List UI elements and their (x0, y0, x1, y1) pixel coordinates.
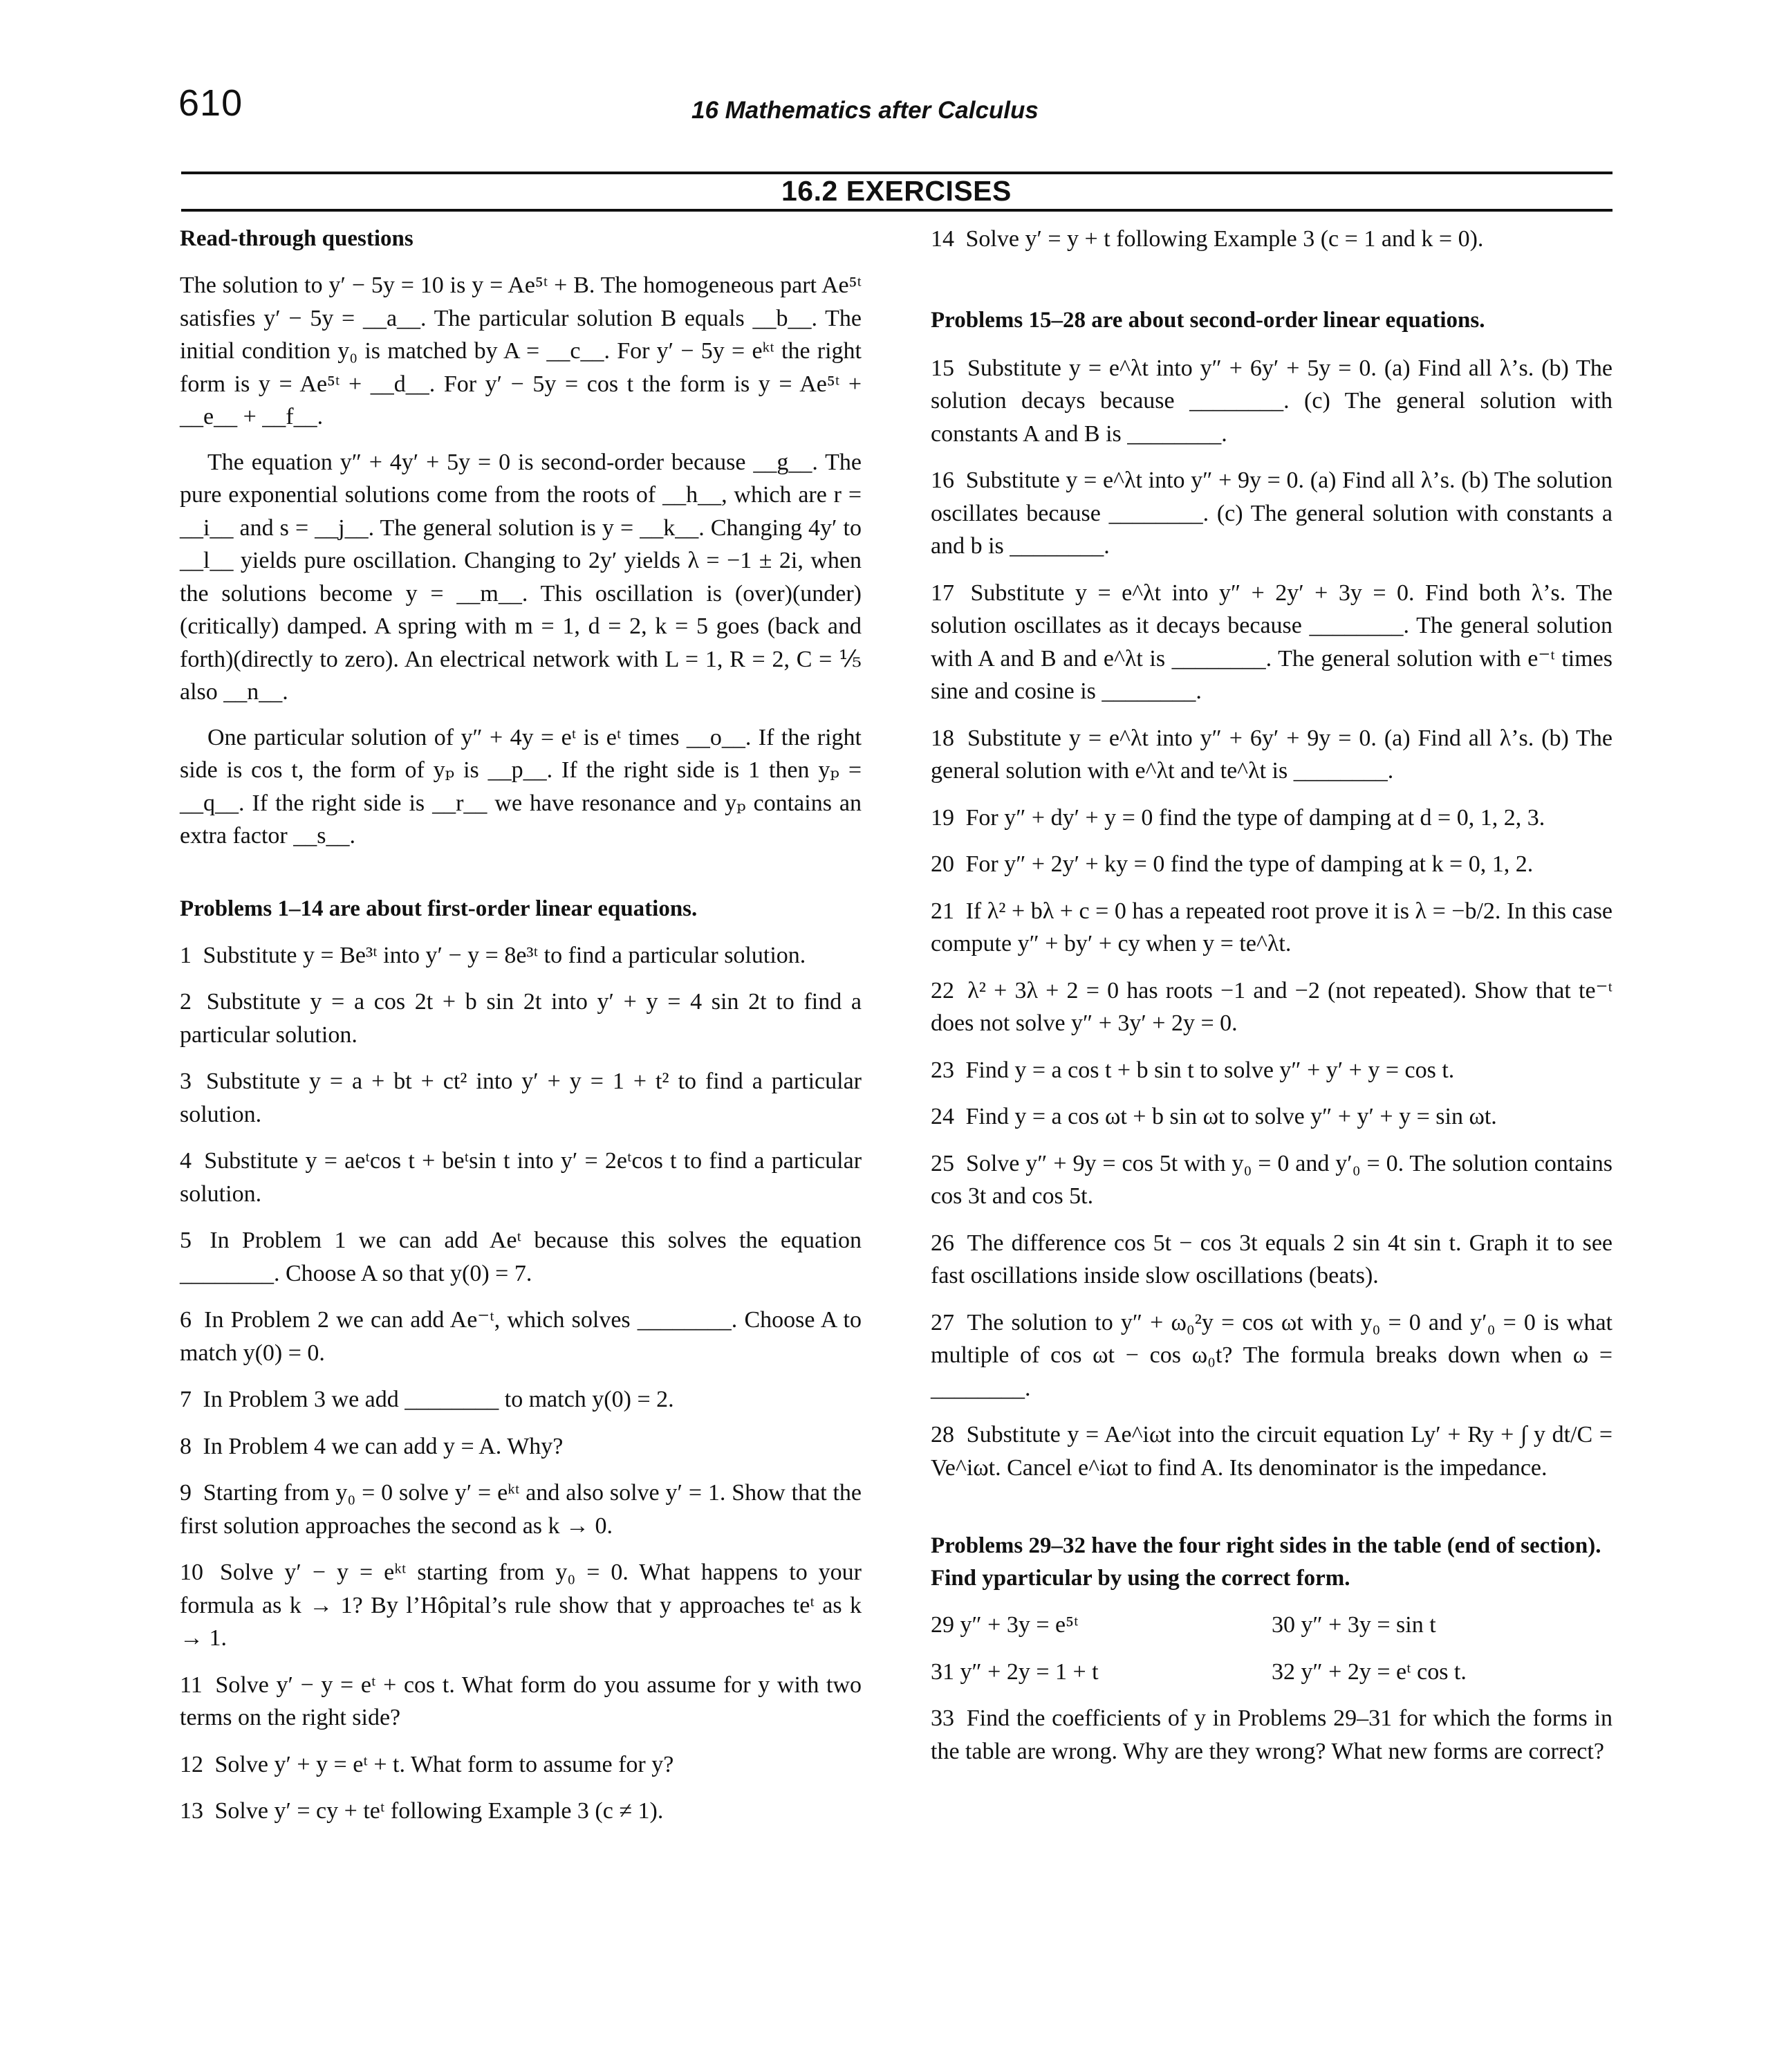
problem-text: Substitute y = a + bt + ct² into y′ + y = 1 + t² to find a particular solution. (180, 1069, 862, 1127)
problem-text: In Problem 2 we can add Ae⁻ᵗ, which solves ________. Choose A to match y(0) = 0. (180, 1307, 862, 1366)
problem-29: 29 y″ + 3y = e⁵ᵗ (931, 1612, 1079, 1638)
problem-item (931, 802, 1613, 835)
problem-number: 12 (180, 1751, 203, 1777)
problem-item (180, 1065, 862, 1131)
problem-text: Substitute y = e^λt into y″ + 2y′ + 3y = 0. Find both λ’s. The solution oscillates as it decays because ________. The general solution with A and B and e^λt is ________. The general solution with e⁻ᵗ times sine and cosine is ________. (931, 580, 1613, 704)
problem-item (180, 1477, 862, 1542)
problem-item (931, 1054, 1613, 1087)
problem-text: Starting from y₀ = 0 solve y′ = eᵏᵗ and also solve y′ = 1. Show that the first solution approaches the second as k → 0. (180, 1480, 862, 1539)
problem-text: Substitute y = a cos 2t + b sin 2t into y′ + y = 4 sin 2t to find a particular solution. (180, 989, 862, 1048)
problem-pair-31-32 (931, 1656, 1613, 1689)
problem-number: 28 (931, 1422, 954, 1447)
problem-number: 9 (180, 1480, 192, 1506)
problem-number: 21 (931, 898, 954, 924)
problem-number: 17 (931, 580, 954, 606)
problem-number: 3 (180, 1069, 192, 1094)
problem-text: λ² + 3λ + 2 = 0 has roots −1 and −2 (not repeated). Show that te⁻ᵗ does not solve y″ + 3y′ + 2y = 0. (931, 977, 1613, 1036)
readthrough-paragraph-2: The equation y″ + 4y′ + 5y = 0 is second-order because __g__. The pure exponential solutions come from the roots of __h__, which are r = __i__ and s = __j__. The general solution is y = __k__. Changing 4y′ to __l__ yields pure oscillation. Changing to 2y′ yields λ = −1 ± 2i, when the solutions become y = __m__. This oscillation is (over)(under)(critically) damped. A spring with m = 1, d = 2, k = 5 goes (back and forth)(directly to zero). An electrical network with L = 1, R = 2, C = ⅕ also __n__. (180, 449, 862, 705)
first-order-heading: Problems 1–14 are about first-order linear equations. (180, 896, 698, 921)
problem-number: 11 (180, 1672, 203, 1698)
left-column (180, 223, 862, 1842)
problem-text: For y″ + dy′ + y = 0 find the type of damping at d = 0, 1, 2, 3. (965, 804, 1545, 831)
problem-number: 27 (931, 1309, 954, 1335)
second-order-heading: Problems 15–28 are about second-order linear equations. (931, 307, 1485, 333)
problem-number: 16 (931, 468, 954, 493)
problem-item (931, 1418, 1613, 1484)
problem-item (180, 1669, 862, 1735)
problem-text: Solve y′ − y = eᵗ + cos t. What form do you assume for y with two terms on the right side? (180, 1672, 862, 1730)
problem-item (180, 939, 862, 972)
running-head: 16 Mathematics after Calculus (691, 97, 1039, 124)
problem-number: 15 (931, 355, 954, 381)
problem-item (180, 1145, 862, 1210)
problem-text: The difference cos 5t − cos 3t equals 2 sin 4t sin t. Graph it to see fast oscillations inside slow oscillations (beats). (931, 1230, 1613, 1288)
problem-number: 5 (180, 1228, 192, 1253)
problem-number: 26 (931, 1230, 954, 1256)
problem-item (180, 1795, 862, 1828)
section-rule-bottom (181, 209, 1613, 212)
problem-item (931, 974, 1613, 1040)
readthrough-paragraph-3: One particular solution of y″ + 4y = eᵗ is eᵗ times __o__. If the right side is cos t, the form of yₚ is __p__. If the right side is 1 then yₚ = __q__. If the right side is __r__ we have resonance and yₚ contains an extra factor __s__. (180, 724, 862, 849)
problem-item (180, 1556, 862, 1655)
problem-number: 6 (180, 1307, 192, 1333)
table-problems-heading: Problems 29–32 have the four right sides in the table (end of section). Find yparticular by using the correct form. (931, 1533, 1601, 1591)
problem-number: 14 (931, 226, 954, 252)
problem-text: Substitute y = e^λt into y″ + 6y′ + 9y = 0. (a) Find all λ’s. (b) The general solution with e^λt and te^λt is ________. (931, 725, 1613, 784)
problem-text: The solution to y″ + ω₀²y = cos ωt with y₀ = 0 and y′₀ = 0 is what multiple of cos ωt − cos ω₀t? The formula breaks down when ω = ________. (931, 1309, 1613, 1401)
problem-text: Substitute y = e^λt into y″ + 9y = 0. (a) Find all λ’s. (b) The solution oscillates because ________. (c) The general solution with constants a and b is ________. (931, 468, 1613, 559)
problem-text: In Problem 1 we can add Aeᵗ because this solves the equation ________. Choose A so that y(0) = 7. (180, 1228, 862, 1286)
problem-item (180, 1748, 862, 1782)
problem-text: Find the coefficients of y in Problems 29–31 for which the forms in the table are wrong. Why are they wrong? What new forms are correct? (931, 1705, 1613, 1764)
section-rule-top (181, 172, 1613, 174)
problem-item (931, 1702, 1613, 1768)
problem-text: Substitute y = Be³ᵗ into y′ − y = 8e³ᵗ to find a particular solution. (203, 942, 806, 968)
problem-text: Find y = a cos ωt + b sin ωt to solve y″ + y′ + y = sin ωt. (965, 1104, 1497, 1129)
problem-item (931, 1227, 1613, 1293)
problem-text: In Problem 3 we add ________ to match y(0) = 2. (203, 1387, 674, 1412)
problem-pair-29-30 (931, 1609, 1613, 1642)
right-column (931, 223, 1613, 1768)
problem-number: 19 (931, 804, 954, 831)
problem-32: 32 y″ + 2y = eᵗ cos t. (1272, 1658, 1467, 1685)
problem-30: 30 y″ + 3y = sin t (1272, 1612, 1436, 1638)
problem-31: 31 y″ + 2y = 1 + t (931, 1658, 1099, 1685)
section-title: 16.2 EXERCISES (781, 175, 1012, 207)
problem-number: 1 (180, 942, 192, 968)
problem-number: 8 (180, 1433, 192, 1459)
problem-text: Solve y′ = y + t following Example 3 (c = 1 and k = 0). (965, 226, 1484, 252)
problem-text: Solve y″ + 9y = cos 5t with y₀ = 0 and y′₀ = 0. The solution contains cos 3t and cos 5t. (931, 1150, 1613, 1209)
problem-number: 7 (180, 1387, 192, 1412)
problem-text: Find y = a cos t + b sin t to solve y″ + y′ + y = cos t. (965, 1057, 1455, 1083)
problem-text: Substitute y = e^λt into y″ + 6y′ + 5y = 0. (a) Find all λ’s. (b) The solution decays because ________. (c) The general solution with constants A and B is ________. (931, 355, 1613, 447)
problem-number: 22 (931, 977, 954, 1003)
problem-item (180, 1224, 862, 1290)
problem-item (931, 1147, 1613, 1213)
problem-item (180, 1304, 862, 1369)
problem-text: Solve y′ + y = eᵗ + t. What form to assume for y? (214, 1751, 674, 1777)
problem-item (931, 1100, 1613, 1134)
problem-number: 18 (931, 725, 954, 751)
problem-number: 4 (180, 1148, 192, 1174)
problem-item (180, 1383, 862, 1416)
problem-item (931, 352, 1613, 451)
problem-number: 33 (931, 1705, 954, 1731)
problem-text: Substitute y = Ae^iωt into the circuit equation Ly′ + Ry + ∫ y dt/C = Ve^iωt. Cancel e^iωt to find A. Its denominator is the impedance. (931, 1422, 1613, 1481)
problem-number: 25 (931, 1150, 954, 1176)
problem-number: 13 (180, 1798, 203, 1824)
problem-text: Substitute y = aeᵗcos t + beᵗsin t into y′ = 2eᵗcos t to find a particular solution. (180, 1148, 862, 1207)
readthrough-paragraph-1: The solution to y′ − 5y = 10 is y = Ae⁵ᵗ + B. The homogeneous part Ae⁵ᵗ satisfies y′ − 5y = __a__. The particular solution B equals __b__. The initial condition y₀ is matched by A = __c__. For y′ − 5y = eᵏᵗ the right form is y = Ae⁵ᵗ + __d__. For y′ − 5y = cos t the form is y = Ae⁵ᵗ + __e__ + __f__. (180, 272, 862, 429)
problem-item (180, 1430, 862, 1463)
problem-item (180, 986, 862, 1051)
problem-text: In Problem 4 we can add y = A. Why? (203, 1433, 564, 1459)
problem-text: If λ² + bλ + c = 0 has a repeated root prove it is λ = −b/2. In this case compute y″ + by′ + cy when y = te^λt. (931, 898, 1613, 956)
readthrough-heading: Read-through questions (180, 226, 413, 251)
problem-item (931, 722, 1613, 788)
problem-number: 23 (931, 1057, 954, 1083)
problem-text: Solve y′ = cy + teᵗ following Example 3 (c ≠ 1). (214, 1798, 664, 1824)
problem-number: 20 (931, 851, 954, 877)
problem-item (931, 848, 1613, 881)
problem-number: 10 (180, 1560, 203, 1585)
problem-item (931, 223, 1613, 256)
problem-number: 2 (180, 989, 192, 1015)
problem-item (931, 895, 1613, 961)
problem-item (931, 577, 1613, 708)
problem-number: 24 (931, 1104, 954, 1129)
problem-item (931, 464, 1613, 563)
problem-item (931, 1306, 1613, 1405)
problem-text: Solve y′ − y = eᵏᵗ starting from y₀ = 0. What happens to your formula as k → 1? By l’Hôpital’s rule show that y approaches teᵗ as k → 1. (180, 1560, 862, 1651)
problem-text: For y″ + 2y′ + ky = 0 find the type of damping at k = 0, 1, 2. (965, 851, 1534, 877)
page-number: 610 (178, 82, 243, 124)
